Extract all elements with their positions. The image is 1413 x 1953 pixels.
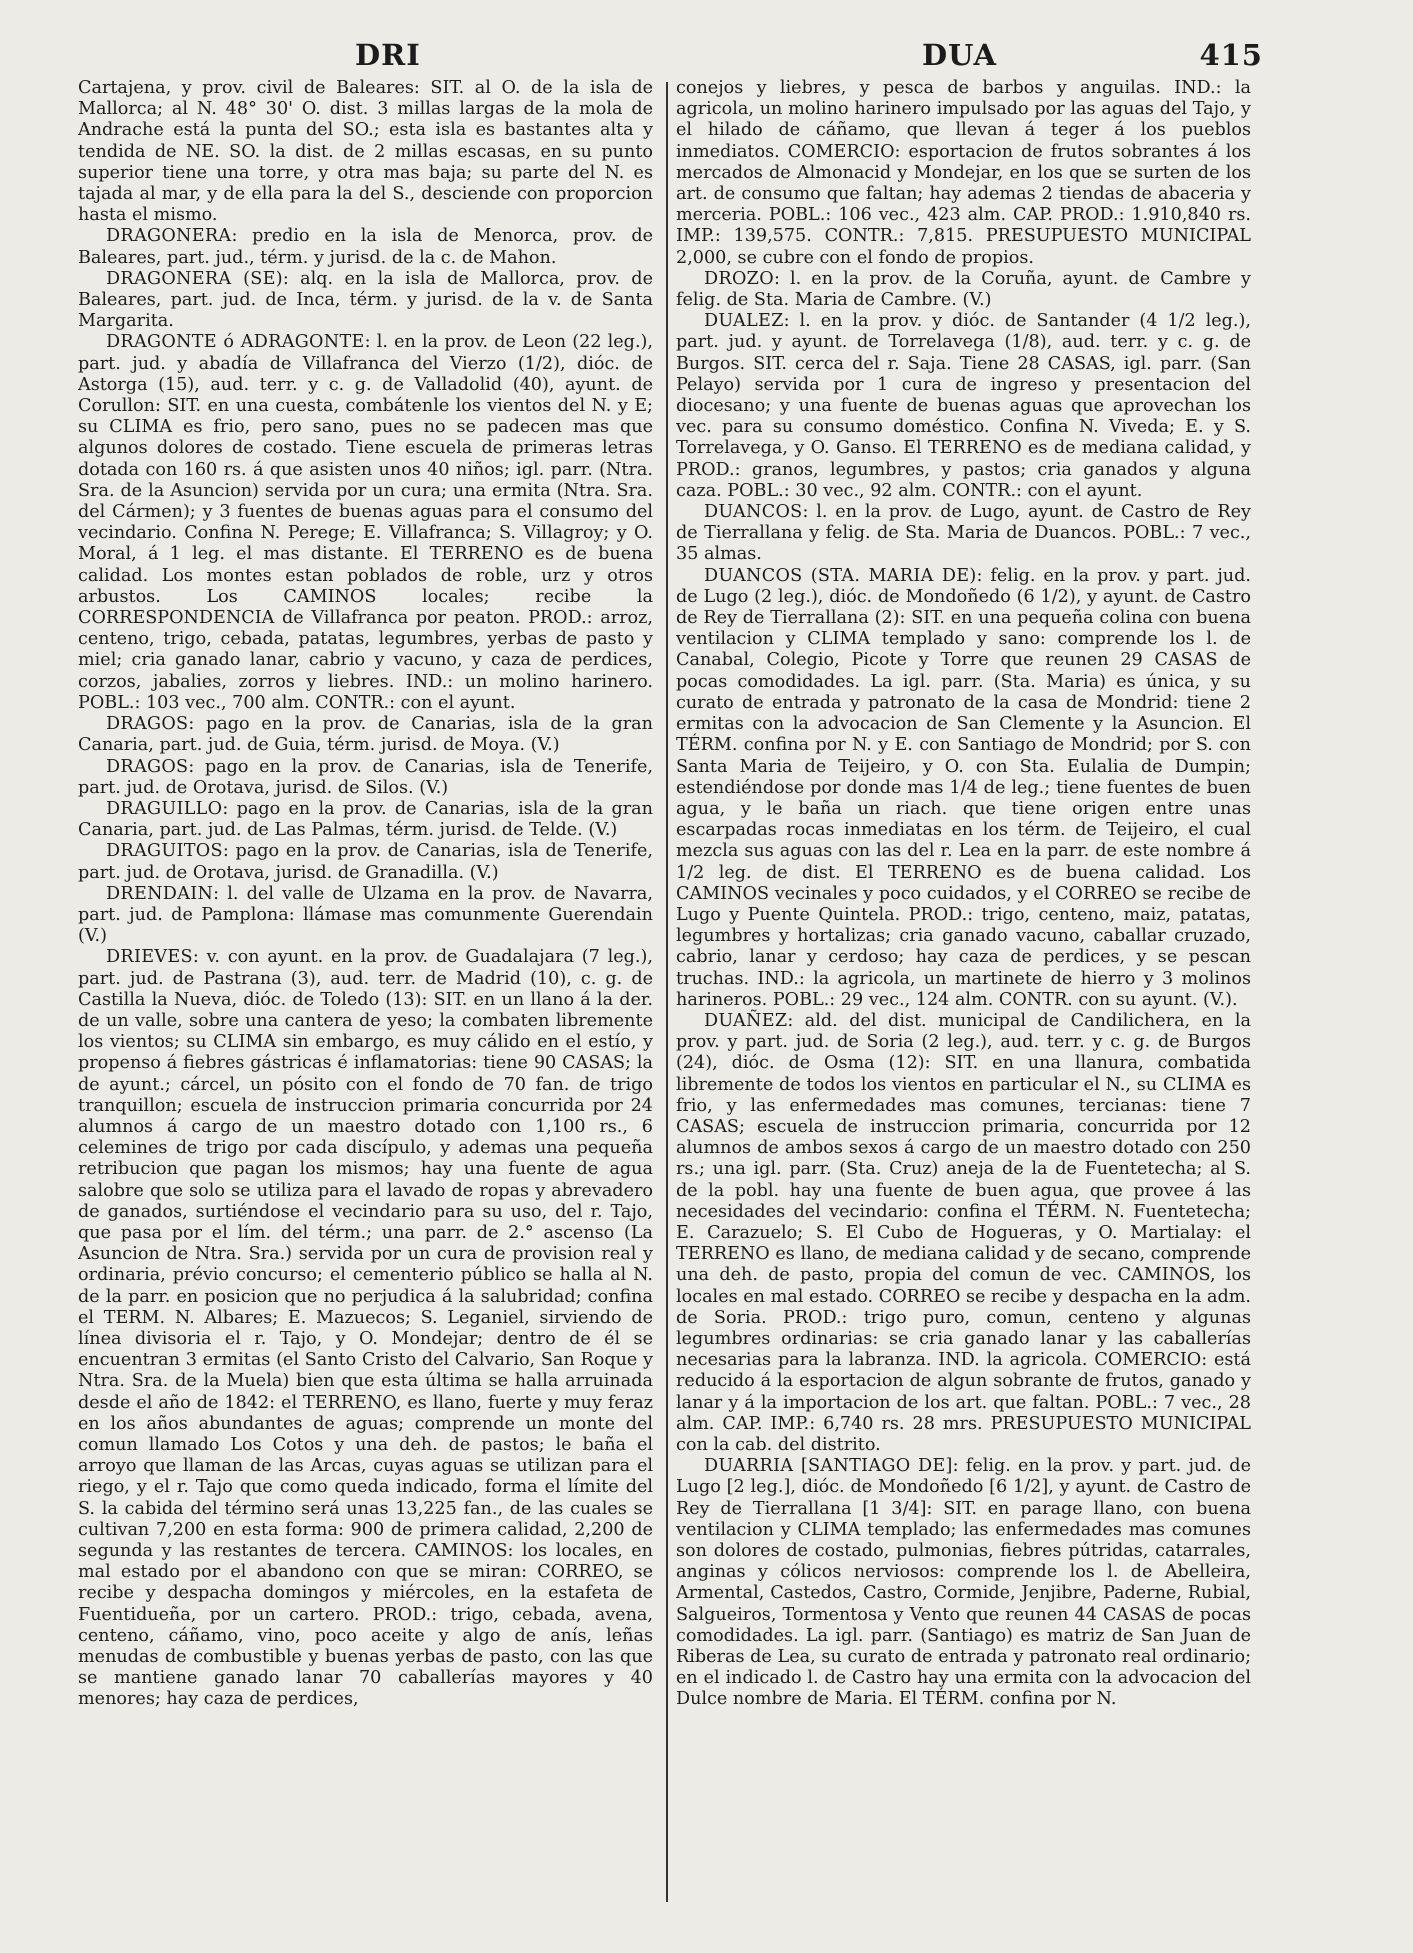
entry-text: : pago en la prov. de Canarias, isla de la gran Canaria, part. jud. de Las Palmas, térm. jurisd. de Telde. (V.) — [78, 798, 653, 841]
entry-headword: DUARRIA [SANTIAGO DE] — [704, 1456, 953, 1477]
entry-text: : l. en la prov. y dióc. de Santander (4 1/2 leg.), part. jud. y ayunt. de Torrelavega (1/8), aud. terr. y c. g. de Burgos. SIT. cerca del r. Saja. Tiene 28 CASAS, igl. parr. (San Pelayo) servida por 1 cura de ingreso y presentacion del diocesano; y una fuente de buenas aguas que aprovechan los vec. para su consumo doméstico. Confina N. Viveda; E. y S. Torrelavega, y O. Ganso. El TERRENO es de mediana calidad, y PROD.: granos, legumbres, y pastos; cria ganados y alguna caza. POBL.: 30 vec., 92 alm. CONTR.: con el ayunt. — [676, 311, 1251, 501]
running-head-left: DRI — [355, 38, 421, 72]
page-number: 415 — [1199, 38, 1263, 72]
dictionary-entry — [78, 269, 653, 333]
dictionary-entry — [676, 566, 1251, 1011]
entry-headword: DUANCOS (STA. MARIA DE) — [704, 565, 977, 586]
column-divider — [666, 82, 668, 1902]
entry-text: : l. en la prov. de Lugo, ayunt. de Castro de Rey de Tierrallana y felig. de Sta. Maria de Duancos. POBL.: 7 vec., 35 almas. — [676, 502, 1251, 565]
entry-text: : l. del valle de Ulzama en la prov. de Navarra, part. jud. de Pamplona: llámase mas comunmente Guerendain (V.) — [78, 883, 653, 947]
entry-text: : felig. en la prov. y part. jud. de Lugo (2 leg.), dióc. de Mondoñedo (6 1/2), y ayunt. de Castro de Rey de Tierrallana (2): SIT. en una pequeña colina con buena ventilacion y CLIMA templado y sano: comprende los l. de Canabal, Colegio, Picote y Torre que reunen 29 CASAS de pocas comodidades. La igl. parr. (Sta. Maria) es única, y su curato de entrada y patronato de la casa de Mondrid: tiene 2 ermitas con la advocacion de San Clemente y la Asuncion. El TÉRM. confina por N. y E. con Santiago de Mondrid; por S. con Santa Maria de Teijeiro, y O. con Sta. Eulalia de Dumpin; estendiéndose por donde mas 1/4 de leg.; tiene fuentes de buen agua, y le baña un riach. que tiene origen entre unas escarpadas rocas inmediatas en los térm. de Teijeiro, el cual mezcla sus aguas con las del r. Lea en la parr. de este nombre á 1/2 leg. de dist. El TERRENO es de buena calidad. Los CAMINOS vecinales y poco cuidados, y el CORREO se recibe de Lugo y Puente Quintela. PROD.: trigo, centeno, maiz, patatas, legumbres y hortalizas; cria ganado vacuno, caballar cruzado, cabrio, lanar y cerdoso; hay caza de perdices, y se pescan truchas. IND.: la agricola, un martinete de hierro y 3 molinos harineros. POBL.: 29 vec., 124 alm. CONTR. con su ayunt. (V.). — [676, 565, 1251, 1010]
entry-text: conejos y liebres, y pesca de barbos y anguilas. IND.: la agricola, un molino harinero impulsado por las aguas del Tajo, y el hilado de cáñamo, que llevan á teger á los pueblos inmediatos. COMERCIO: esportacion de frutos sobrantes á los mercados de Almonacid y Mondejar, en los que se surten de los art. de consumo que faltan; hay ademas 2 tiendas de abaceria y merceria. POBL.: 106 vec., 423 alm. CAP. PROD.: 1.910,840 rs. IMP.: 139,575. CONTR.: 7,815. PRESUPUESTO MUNICIPAL 2,000, se cubre con el fondo de propios. — [676, 78, 1251, 268]
entry-headword: DUANCOS — [704, 502, 803, 523]
dictionary-entry — [78, 78, 653, 226]
entry-text: : l. en la prov. de la Coruña, ayunt. de Cambre y felig. de Sta. Maria de Cambre. (V.) — [676, 268, 1251, 311]
dictionary-entry — [676, 269, 1251, 311]
entry-text: : pago en la prov. de Canarias, isla de la gran Canaria, part. jud. de Guia, térm. jurisd. de Moya. (V.) — [78, 714, 653, 756]
dictionary-entry — [78, 332, 653, 714]
entry-headword: DRAGUILLO — [106, 798, 223, 819]
entry-text: : l. en la prov. de Leon (22 leg.), part. jud. y abadía de Villafranca del Vierzo (1/2), dióc. de Astorga (15), aud. terr. y c. g. de Valladolid (40), ayunt. de Corullon: SIT. en una cuesta, combátenle los vientos del N. y E; su CLIMA es frio, pero sano, pues no se padecen mas que algunos dolores de costado. Tiene escuela de primeras letras dotada con 160 rs. á que asisten unos 40 niños; igl. parr. (Ntra. Sra. de la Asuncion) servida por un cura; una ermita (Ntra. Sra. del Cármen); y 3 fuentes de buenas aguas para el consumo del vecindario. Confina N. Perege; E. Villafranca; S. Villagroy; y O. Moral, á 1 leg. el mas distante. El TERRENO es de buena calidad. Los montes estan poblados de roble, urz y otros arbustos. Los CAMINOS locales; recibe la CORRESPONDENCIA de Villafranca por peaton. PROD.: arroz, centeno, trigo, cebada, patatas, legumbres, yerbas de pasto y miel; cria ganado lanar, cabrio y vacuno, y caza de perdices, corzos, jabalies, zorros y liebres. IND.: un molino harinero. POBL.: 103 vec., 700 alm. CONTR.: con el ayunt. — [78, 332, 653, 713]
dictionary-entry — [78, 799, 653, 841]
entry-headword: DRAGOS — [106, 756, 189, 777]
dictionary-entry — [78, 226, 653, 268]
entry-text: : pago en la prov. de Canarias, isla de Tenerife, part. jud. de Orotava, jurisd. de Silos. (V.) — [78, 756, 653, 798]
dictionary-entry — [78, 841, 653, 883]
entry-headword: DRIEVES — [106, 947, 193, 968]
entry-headword: DRENDAIN — [106, 883, 214, 904]
entry-headword: DRAGONERA — [106, 226, 232, 247]
left-column — [78, 78, 653, 1918]
dictionary-entry — [676, 78, 1251, 269]
entry-headword: DRAGONERA (SE) — [106, 268, 283, 289]
entry-text: : predio en la isla de Menorca, prov. de Baleares, part. jud., térm. y jurisd. de la c. de Mahon. — [78, 226, 653, 268]
entry-headword: DROZO — [704, 268, 774, 289]
dictionary-entry — [676, 502, 1251, 566]
entry-text: : pago en la prov. de Canarias, isla de Tenerife, part. jud. de Orotava, jurisd. de Granadilla. (V.) — [78, 841, 653, 883]
right-column — [676, 78, 1251, 1918]
entry-text: : felig. en la prov. y part. jud. de Lugo [2 leg.], dióc. de Mondoñedo [6 1/2], y ayunt. de Castro de Rey de Tierrallana [1 3/4]: SIT. en parage llano, con buena ventilacion y CLIMA templado; las enfermedades mas comunes son dolores de costado, pulmonias, fiebres pútridas, catarrales, anginas y cólicos nerviosos: comprende los l. de Abelleira, Armental, Castedos, Castro, Cormide, Jenjibre, Paderne, Rubial, Salgueiros, Tormentosa y Vento que reunen 44 CASAS de pocas comodidades. La igl. parr. (Santiago) es matriz de San Juan de Riberas de Lea, su curato de entrada y patronato real ordinario; en el indicado l. de Castro hay una ermita con la advocacion del Dulce nombre de Maria. El TÉRM. confina por N. — [676, 1456, 1251, 1710]
dictionary-entry — [78, 757, 653, 799]
running-head-right: DUA — [922, 38, 998, 72]
entry-text: : ald. del dist. municipal de Candilichera, en la prov. y part. jud. de Soria (2 leg.), aud. terr. y c. g. de Burgos (24), dióc. de Osma (12): SIT. en una llanura, combatida libremente de todos los vientos en particular el N., su CLIMA es frio, y las enfermedades mas comunes, tercianas: tiene 7 CASAS; escuela de instruccion primaria, concurrida por 12 alumnos de ambos sexos á cargo de un maestro dotado con 250 rs.; una igl. parr. (Sta. Cruz) aneja de la de Fuentetecha; al S. de la pobl. hay una fuente de buen agua, que provee á las necesidades del vecindario: confina el TÉRM. N. Fuentetecha; E. Carazuelo; S. El Cubo de Hogueras, y O. Martialay: el TERRENO es llano, de mediana calidad y de secano, comprende una deh. de pasto, propia del comun de vec. CAMINOS, los locales en mal estado. CORREO se recibe y despacha en la adm. de Soria. PROD.: trigo puro, comun, centeno y algunas legumbres ordinarias: se cria ganado lanar y las caballerías necesarias para la labranza. IND. la agricola. COMERCIO: está reducido á la esportacion de algun sobrante de frutos, ganado y lanar y á la importacion de los art. que faltan. POBL.: 7 vec., 28 alm. CAP. IMP.: 6,740 rs. 28 mrs. PRESUPUESTO MUNICIPAL con la cab. del distrito. — [676, 1010, 1251, 1455]
dictionary-entry — [676, 1456, 1251, 1710]
dictionary-entry — [78, 884, 653, 948]
entry-text: : v. con ayunt. en la prov. de Guadalajara (7 leg.), part. jud. de Pastrana (3), aud. terr. de Madrid (10), c. g. de Castilla la Nueva, dióc. de Toledo (13): SIT. en un llano á la der. de un valle, sobre una cantera de yeso; la combaten libremente los vientos; su CLIMA sin embargo, es muy cálido en el estío, y propenso á fiebres gástricas é inflamatorias: tiene 90 CASAS; la de ayunt.; cárcel, un pósito con el fondo de 70 fan. de trigo tranquillon; escuela de instruccion primaria concurrida por 24 alumnos á cargo de un maestro dotado con 1,100 rs., 6 celemines de trigo por cada discípulo, y ademas una pequeña retribucion que pagan los mismos; hay una fuente de agua salobre que solo se utiliza para el lavado de ropas y abrevadero de ganados, surtiéndose el vecindario para su uso, del r. Tajo, que pasa por el lím. del térm.; una parr. de 2.° ascenso (La Asuncion de Ntra. Sra.) servida por un cura de provision real y ordinaria, prévio concurso; el cementerio público se halla al N. de la parr. en posicion que no perjudica á la salubridad; confina el TERM. N. Albares; E. Mazuecos; S. Leganiel, sirviendo de línea divisoria el r. Tajo, y O. Mondejar; dentro de él se encuentran 3 ermitas (el Santo Cristo del Calvario, San Roque y Ntra. Sra. de la Muela) bien que esta última se halla arruinada desde el año de 1842: el TERRENO, es llano, fuerte y muy feraz en los años abundantes de aguas; comprende un monte del comun llamado Los Cotos y una deh. de pastos; le baña el arroyo que llaman de las Arcas, cuyas aguas se utilizan para el riego, y el r. Tajo que como queda indicado, forma el límite del S. la cabida del término será unas 13,225 fan., de las cuales se cultivan 7,200 en esta forma: 900 de primera calidad, 2,200 de segunda y las restantes de tercera. CAMINOS: los locales, en mal estado por el abandono con que se miran: CORREO, se recibe y despacha domingos y miércoles, en la estafeta de Fuentidueña, por un cartero. PROD.: trigo, cebada, avena, centeno, cáñamo, vino, poco aceite y algo de anís, leñas menudas de combustible y buenas yerbas de pasto, con las que se mantiene ganado lanar 70 caballerías mayores y 40 menores; hay caza de perdices, — [78, 947, 653, 1710]
dictionary-entry — [78, 947, 653, 1710]
entry-headword: DRAGOS — [106, 714, 189, 735]
entry-headword: DRAGUITOS — [106, 841, 223, 862]
entry-text: Cartajena, y prov. civil de Baleares: SIT. al O. de la isla de Mallorca; al N. 48° 30' O. dist. 3 millas largas de la mola de Andrache está la punta del SO.; esta isla es bastantes alta y tendida de NE. SO. la dist. de 2 millas escasas, en su punto superior tiene una torre, y otra mas baja; su parte del N. es tajada al mar, y de ella para la del S., desciende con proporcion hasta el mismo. — [78, 78, 653, 226]
entry-headword: DRAGONTE ó ADRAGONTE — [106, 332, 365, 353]
entry-text: : alq. en la isla de Mallorca, prov. de Baleares, part. jud. de Inca, térm. y jurisd. de la v. de Santa Margarita. — [78, 268, 653, 332]
dictionary-entry — [676, 311, 1251, 502]
entry-headword: DUAÑEZ — [704, 1010, 788, 1031]
entry-headword: DUALEZ — [704, 311, 784, 332]
dictionary-entry — [676, 1011, 1251, 1456]
dictionary-entry — [78, 714, 653, 756]
